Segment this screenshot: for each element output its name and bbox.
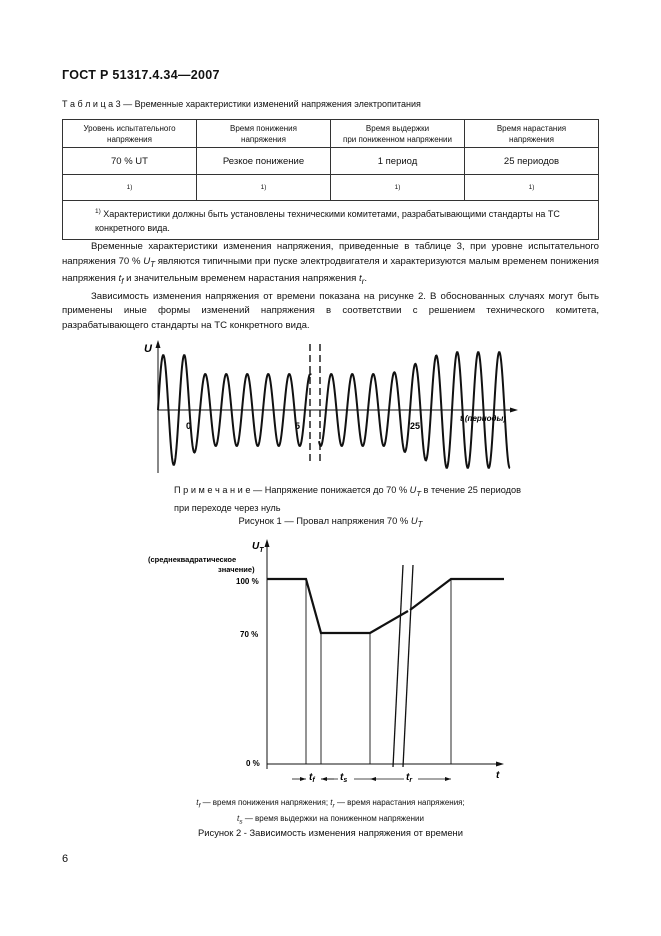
table-row	[63, 148, 599, 175]
y-axis-description: значение)	[218, 565, 255, 574]
header-cell: Время выдержки при пониженном напряжении	[331, 120, 465, 148]
figure-2-rms-chart	[140, 535, 520, 795]
figure-1-note: П р и м е ч а н и е — Напряжение понижается до 70 % $U_T$ в течение 25 периодов при переходе через нуль	[174, 485, 522, 513]
x-axis-arrow	[496, 762, 504, 767]
x-axis-arrow	[510, 408, 518, 413]
table-caption: Т а б л и ц а 3 — Временные характеристики изменений напряжения электропитания	[62, 99, 421, 109]
y-axis-arrow	[265, 539, 270, 547]
body-text	[62, 240, 599, 333]
level-label: 0 %	[246, 759, 260, 768]
paragraph-2: Зависимость изменения напряжения от времени показана на рисунке 2. В обоснованных случаях могут быть применены иные формы изменений напряжения в соответствии с решением технического комитета, разрабатывающего стандарты на ТС конкретного вида.	[62, 290, 599, 331]
y-axis-label: $U_T$	[252, 541, 264, 554]
level-label: 70 %	[240, 630, 259, 639]
x-axis-label: t	[496, 770, 500, 781]
table-cell: 1)	[331, 175, 465, 201]
axis-break-line	[393, 565, 403, 767]
table-footnote-row	[63, 201, 599, 240]
figure-2-caption: Рисунок 2 - Зависимость изменения напряжения от времени	[198, 827, 463, 838]
interval-label-tr: $t_r$	[406, 772, 413, 784]
y-axis-arrow	[156, 340, 161, 348]
figure-2-legend	[0, 797, 661, 828]
document-header: ГОСТ Р 51317.4.34—2007	[62, 68, 220, 82]
table-cell: 1)	[465, 175, 599, 201]
table-header-row	[63, 120, 599, 148]
header-cell: Время нарастания напряжения	[465, 120, 599, 148]
table-cell: Резкое понижение	[197, 148, 331, 175]
x-axis-label: t (периоды)	[460, 414, 506, 423]
table-cell: 1 период	[331, 148, 465, 175]
legend-line-2: $t_s$ — время выдержки на пониженном напряжении	[237, 813, 424, 826]
tick-label: 5	[295, 421, 301, 431]
level-label: 100 %	[236, 577, 259, 586]
table-cell: 25 периодов	[465, 148, 599, 175]
y-axis-label: U	[144, 343, 152, 355]
header-cell: Время понижения напряжения	[197, 120, 331, 148]
tick-label: 0	[186, 421, 192, 431]
table-cell: 1)	[197, 175, 331, 201]
y-axis-description: (среднеквадратическое	[148, 555, 237, 564]
axis-break-line	[403, 565, 413, 767]
table-cell: 70 % UT	[63, 148, 197, 175]
interval-label-tf: $t_f$	[309, 772, 315, 784]
table-row	[63, 175, 599, 201]
interval-label-ts: $t_s$	[340, 772, 348, 784]
page-number: 6	[62, 853, 69, 865]
table-footnote: $^{1)}$ Характеристики должны быть установлены техническими комитетами, разрабатывающими стандарты на ТС конкретного вида.	[63, 201, 599, 240]
figure-1-waveform	[140, 338, 530, 478]
table-cell: 1)	[63, 175, 197, 201]
table-3	[62, 119, 599, 240]
header-cell: Уровень испытательного напряжения	[63, 120, 197, 148]
legend-line-1: $t_f$ — время понижения напряжения; $t_r$ — время нарастания напряжения;	[196, 798, 465, 810]
tick-label: 25	[410, 421, 421, 431]
figure-1-caption: Рисунок 1 — Провал напряжения 70 % $U_T$	[238, 515, 423, 529]
rms-curve	[410, 579, 504, 610]
paragraph-1: Временные характеристики изменения напряжения, приведенные в таблице 3, при уровне испытательного напряжения 70 % $U_T$ являются типичными при пуске электродвигателя и характеризуются малым временем понижения напряжения $t_f$ и значительным временем нарастания напряжения $t_r$.	[62, 241, 599, 286]
rms-curve	[267, 579, 408, 633]
